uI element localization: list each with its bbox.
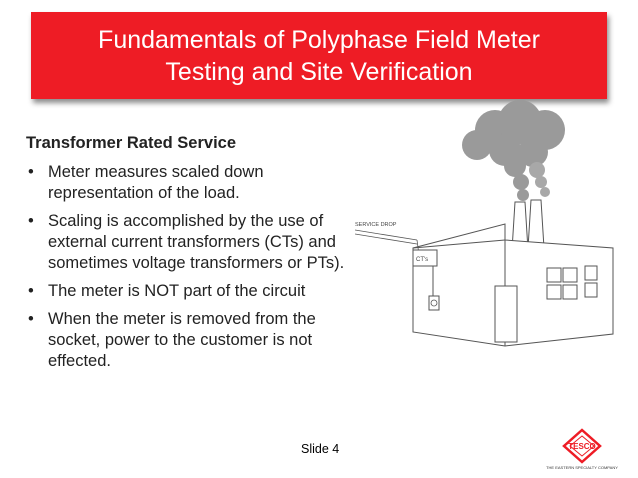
tesco-tagline: THE EASTERN SPECIALTY COMPANY bbox=[546, 465, 618, 470]
slide-number: Slide 4 bbox=[301, 442, 340, 456]
bullet-glyph: • bbox=[28, 310, 34, 328]
bullet-item bbox=[26, 281, 346, 302]
tesco-logo bbox=[542, 428, 622, 472]
factory-illustration bbox=[355, 100, 630, 350]
bullet-item bbox=[26, 211, 346, 274]
slide-title-line-2: Testing and Site Verification bbox=[165, 57, 473, 86]
tesco-logo-text: TESCO bbox=[568, 442, 596, 451]
slide-content bbox=[26, 134, 346, 379]
service-drop-lines bbox=[355, 230, 419, 255]
bullet-glyph: • bbox=[28, 212, 34, 230]
tesco-logo-mark bbox=[564, 430, 600, 462]
ct-label: CT's bbox=[416, 257, 429, 263]
bullet-item bbox=[26, 309, 346, 372]
bullet-text: Meter measures scaled down representation of the load. bbox=[48, 163, 264, 202]
title-banner bbox=[31, 12, 607, 99]
service-drop-label: SERVICE DROP bbox=[355, 222, 397, 228]
windows bbox=[547, 266, 597, 299]
subheading: Transformer Rated Service bbox=[26, 134, 237, 152]
door bbox=[495, 286, 517, 342]
bullet-list bbox=[26, 162, 346, 372]
bullet-text: Scaling is accomplished by the use of external current transformers (CTs) and sometimes voltage transformers or PTs). bbox=[48, 212, 345, 272]
smoke-cloud bbox=[462, 100, 565, 201]
bullet-text: When the meter is removed from the socket, power to the customer is not effected. bbox=[48, 310, 316, 370]
slide-title bbox=[98, 24, 540, 88]
bullet-item bbox=[26, 162, 346, 204]
bullet-glyph: • bbox=[28, 282, 34, 300]
bullet-text: The meter is NOT part of the circuit bbox=[48, 282, 306, 300]
smoke-cloud-small bbox=[529, 162, 550, 197]
bullet-glyph: • bbox=[28, 163, 34, 181]
meter-socket bbox=[429, 296, 439, 310]
slide-title-line-1: Fundamentals of Polyphase Field Meter bbox=[98, 25, 540, 54]
